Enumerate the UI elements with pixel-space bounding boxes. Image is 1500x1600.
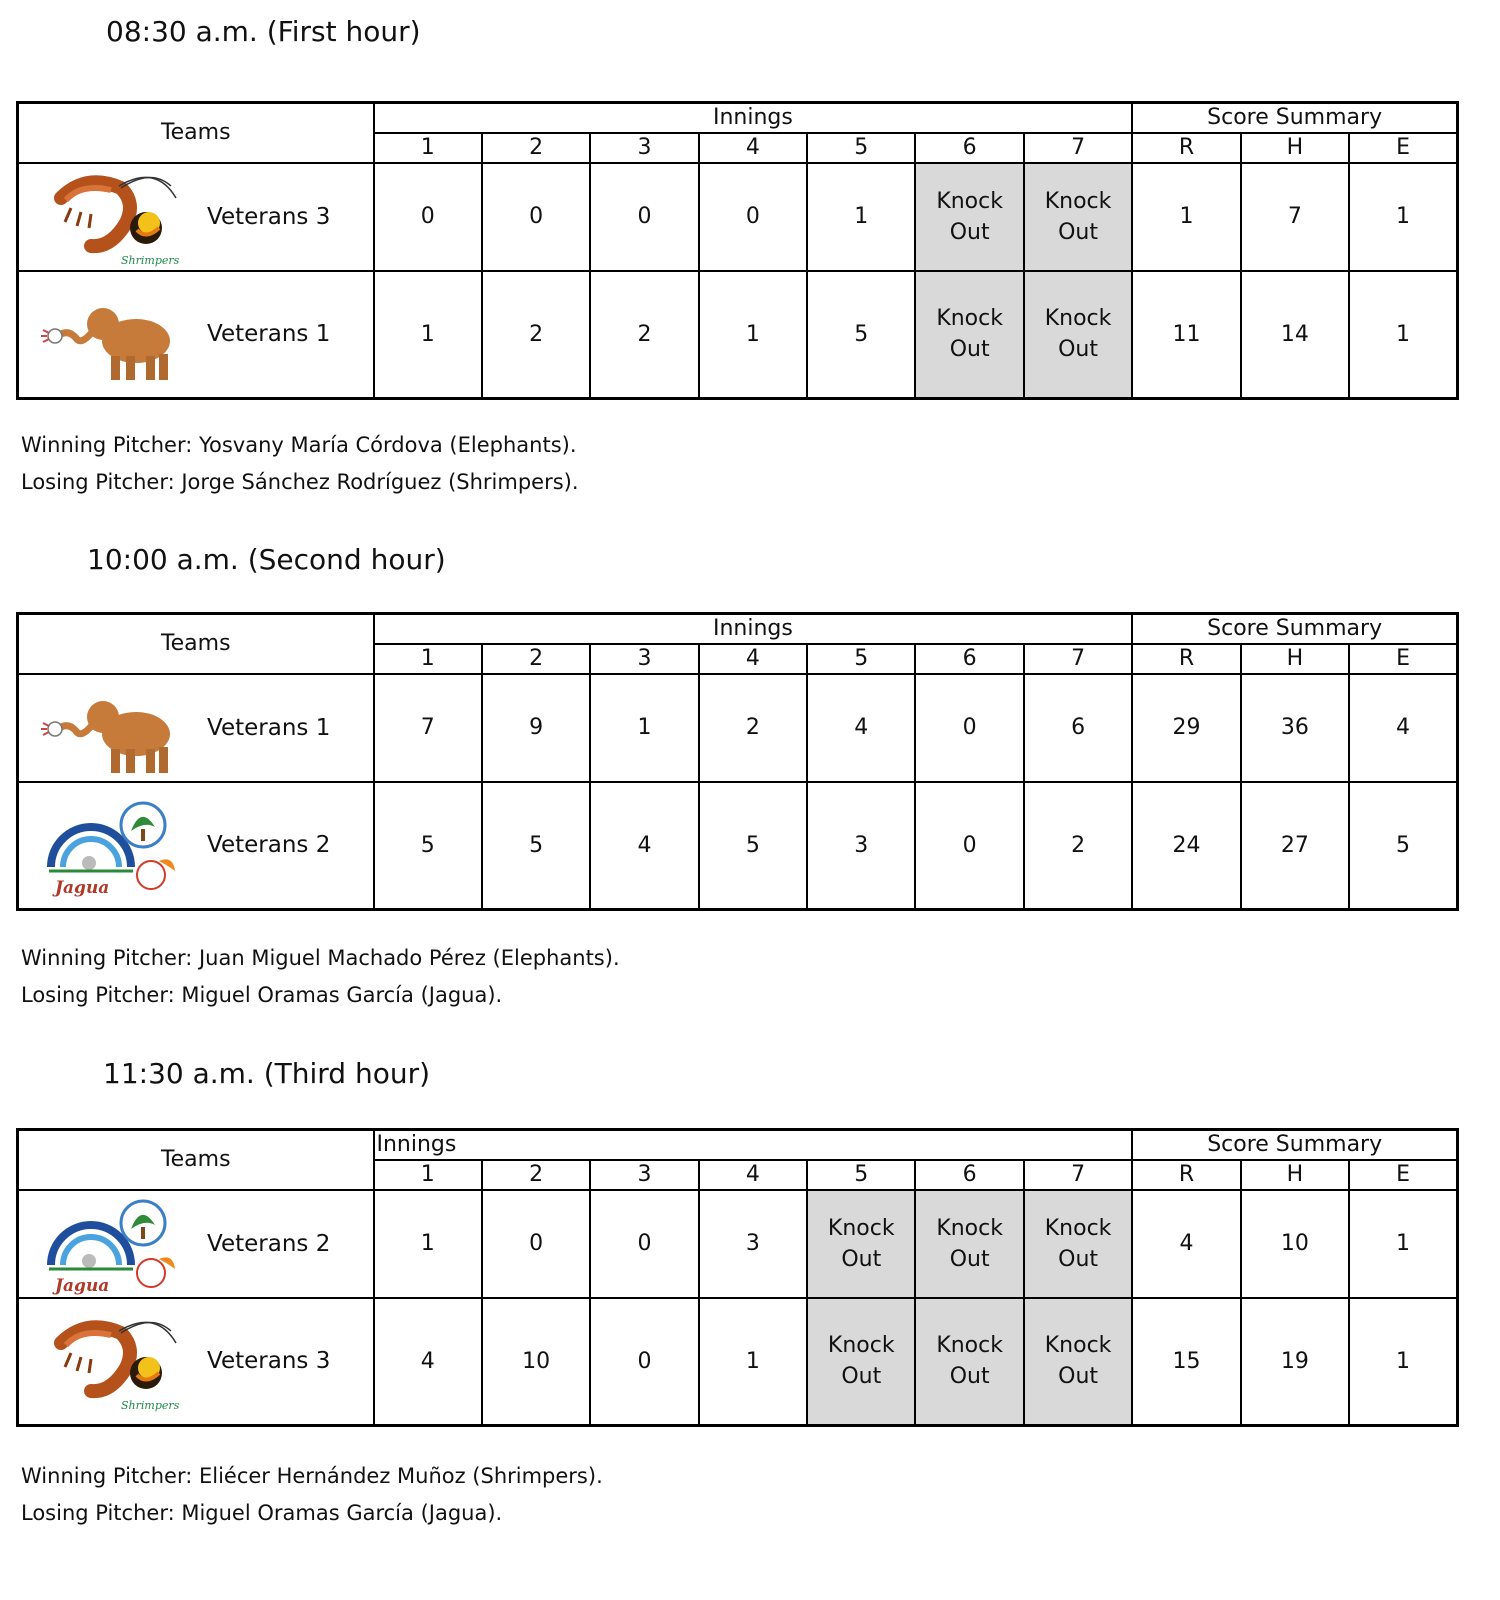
team-cell xyxy=(18,1298,374,1426)
score-summary-header: Score Summary xyxy=(1132,1130,1457,1160)
table-row xyxy=(18,1190,1458,1298)
knock-out-cell: Knock Out xyxy=(915,1190,1023,1298)
hits-total: 27 xyxy=(1241,782,1349,910)
inning-score: 4 xyxy=(807,674,915,782)
inning-score: 4 xyxy=(374,1298,482,1426)
inning-number: 7 xyxy=(1024,133,1132,163)
inning-number: 1 xyxy=(374,644,482,674)
elephant-logo xyxy=(41,286,181,386)
inning-score: 6 xyxy=(1024,674,1132,782)
inning-score: 1 xyxy=(699,1298,807,1426)
innings-header: Innings xyxy=(374,103,1133,133)
inning-score: 9 xyxy=(482,674,590,782)
summary-col-errors: E xyxy=(1349,1160,1457,1190)
knock-out-cell: Knock Out xyxy=(1024,1298,1132,1426)
winning-pitcher: Winning Pitcher: Eliécer Hernández Muñoz (Shrimpers). xyxy=(21,1464,603,1488)
runs-total: 24 xyxy=(1132,782,1240,910)
table-row xyxy=(18,1298,1458,1426)
knock-out-cell: Knock Out xyxy=(807,1298,915,1426)
inning-number: 7 xyxy=(1024,1160,1132,1190)
errors-total: 1 xyxy=(1349,163,1457,271)
inning-score: 4 xyxy=(590,782,698,910)
inning-number: 1 xyxy=(374,1160,482,1190)
knock-out-cell: Knock Out xyxy=(915,1298,1023,1426)
inning-number: 2 xyxy=(482,133,590,163)
elephant-logo xyxy=(41,679,181,779)
team-cell xyxy=(18,271,374,399)
summary-col-runs: R xyxy=(1132,1160,1240,1190)
team-logo-caption: Jagua xyxy=(55,877,110,897)
knock-out-cell: Knock Out xyxy=(807,1190,915,1298)
summary-col-runs: R xyxy=(1132,133,1240,163)
inning-number: 4 xyxy=(699,644,807,674)
hits-total: 14 xyxy=(1241,271,1349,399)
pitcher-notes xyxy=(21,427,579,501)
inning-score: 10 xyxy=(482,1298,590,1426)
inning-number: 2 xyxy=(482,1160,590,1190)
shrimp-logo xyxy=(41,1313,181,1413)
inning-number: 5 xyxy=(807,133,915,163)
inning-score: 2 xyxy=(1024,782,1132,910)
inning-number: 5 xyxy=(807,1160,915,1190)
runs-total: 29 xyxy=(1132,674,1240,782)
team-name: Veterans 1 xyxy=(207,321,331,348)
team-cell xyxy=(18,782,374,910)
hits-total: 7 xyxy=(1241,163,1349,271)
inning-number: 6 xyxy=(915,644,1023,674)
inning-number: 6 xyxy=(915,133,1023,163)
errors-total: 1 xyxy=(1349,1298,1457,1426)
hits-total: 10 xyxy=(1241,1190,1349,1298)
inning-score: 0 xyxy=(590,1190,698,1298)
hits-total: 36 xyxy=(1241,674,1349,782)
losing-pitcher: Losing Pitcher: Jorge Sánchez Rodríguez (Shrimpers). xyxy=(21,470,579,494)
inning-score: 0 xyxy=(590,1298,698,1426)
shrimp-logo xyxy=(41,168,181,268)
table-row xyxy=(18,163,1458,271)
score-summary-header: Score Summary xyxy=(1132,103,1457,133)
teams-header: Teams xyxy=(18,103,374,163)
score-summary-header: Score Summary xyxy=(1132,614,1457,644)
runs-total: 4 xyxy=(1132,1190,1240,1298)
summary-col-errors: E xyxy=(1349,133,1457,163)
team-name: Veterans 2 xyxy=(207,832,331,859)
knock-out-cell: Knock Out xyxy=(915,271,1023,399)
losing-pitcher: Losing Pitcher: Miguel Oramas García (Jagua). xyxy=(21,1501,503,1525)
team-logo-caption: Shrimpers xyxy=(121,1398,180,1412)
inning-number: 3 xyxy=(590,133,698,163)
losing-pitcher: Losing Pitcher: Miguel Oramas García (Jagua). xyxy=(21,983,503,1007)
game-title: 11:30 a.m. (Third hour) xyxy=(103,1057,431,1090)
team-cell xyxy=(18,163,374,271)
inning-number: 1 xyxy=(374,133,482,163)
inning-score: 7 xyxy=(374,674,482,782)
table-row xyxy=(18,271,1458,399)
inning-score: 0 xyxy=(482,163,590,271)
inning-score: 1 xyxy=(590,674,698,782)
runs-total: 15 xyxy=(1132,1298,1240,1426)
inning-score: 0 xyxy=(699,163,807,271)
inning-score: 0 xyxy=(482,1190,590,1298)
hits-total: 19 xyxy=(1241,1298,1349,1426)
errors-total: 5 xyxy=(1349,782,1457,910)
inning-number: 2 xyxy=(482,644,590,674)
errors-total: 4 xyxy=(1349,674,1457,782)
summary-col-hits: H xyxy=(1241,644,1349,674)
pitcher-notes xyxy=(21,1458,603,1532)
teams-header: Teams xyxy=(18,1130,374,1190)
scoreboard-table xyxy=(16,612,1459,911)
winning-pitcher: Winning Pitcher: Juan Miguel Machado Pérez (Elephants). xyxy=(21,946,620,970)
runs-total: 1 xyxy=(1132,163,1240,271)
inning-number: 6 xyxy=(915,1160,1023,1190)
inning-number: 7 xyxy=(1024,644,1132,674)
team-cell xyxy=(18,674,374,782)
knock-out-cell: Knock Out xyxy=(1024,163,1132,271)
inning-score: 5 xyxy=(807,271,915,399)
inning-score: 1 xyxy=(807,163,915,271)
teams-header: Teams xyxy=(18,614,374,674)
team-cell xyxy=(18,1190,374,1298)
summary-col-hits: H xyxy=(1241,1160,1349,1190)
inning-score: 5 xyxy=(699,782,807,910)
scoreboard-table xyxy=(16,1128,1459,1427)
innings-header: Innings xyxy=(374,1130,1133,1160)
table-row xyxy=(18,782,1458,910)
knock-out-cell: Knock Out xyxy=(915,163,1023,271)
team-logo-caption: Shrimpers xyxy=(121,253,180,267)
game-title: 10:00 a.m. (Second hour) xyxy=(87,543,446,576)
team-logo-caption: Jagua xyxy=(55,1275,110,1295)
inning-score: 1 xyxy=(374,271,482,399)
inning-number: 4 xyxy=(699,1160,807,1190)
summary-col-errors: E xyxy=(1349,644,1457,674)
inning-score: 5 xyxy=(482,782,590,910)
errors-total: 1 xyxy=(1349,271,1457,399)
runs-total: 11 xyxy=(1132,271,1240,399)
summary-col-hits: H xyxy=(1241,133,1349,163)
summary-col-runs: R xyxy=(1132,644,1240,674)
inning-score: 1 xyxy=(699,271,807,399)
inning-score: 0 xyxy=(915,782,1023,910)
inning-number: 5 xyxy=(807,644,915,674)
inning-score: 5 xyxy=(374,782,482,910)
team-name: Veterans 3 xyxy=(207,1348,331,1375)
inning-score: 3 xyxy=(699,1190,807,1298)
inning-number: 3 xyxy=(590,644,698,674)
innings-header: Innings xyxy=(374,614,1133,644)
game-title: 08:30 a.m. (First hour) xyxy=(106,15,421,48)
inning-score: 0 xyxy=(374,163,482,271)
team-name: Veterans 2 xyxy=(207,1230,331,1257)
inning-score: 2 xyxy=(482,271,590,399)
pitcher-notes xyxy=(21,940,620,1014)
team-name: Veterans 1 xyxy=(207,714,331,741)
winning-pitcher: Winning Pitcher: Yosvany María Córdova (Elephants). xyxy=(21,433,577,457)
table-row xyxy=(18,674,1458,782)
inning-score: 2 xyxy=(699,674,807,782)
inning-number: 3 xyxy=(590,1160,698,1190)
knock-out-cell: Knock Out xyxy=(1024,271,1132,399)
errors-total: 1 xyxy=(1349,1190,1457,1298)
knock-out-cell: Knock Out xyxy=(1024,1190,1132,1298)
inning-score: 3 xyxy=(807,782,915,910)
team-name: Veterans 3 xyxy=(207,203,331,230)
inning-score: 0 xyxy=(590,163,698,271)
inning-score: 2 xyxy=(590,271,698,399)
inning-score: 1 xyxy=(374,1190,482,1298)
jagua-logo xyxy=(41,797,181,897)
inning-number: 4 xyxy=(699,133,807,163)
scoreboard-table xyxy=(16,101,1459,400)
jagua-logo xyxy=(41,1195,181,1295)
inning-score: 0 xyxy=(915,674,1023,782)
